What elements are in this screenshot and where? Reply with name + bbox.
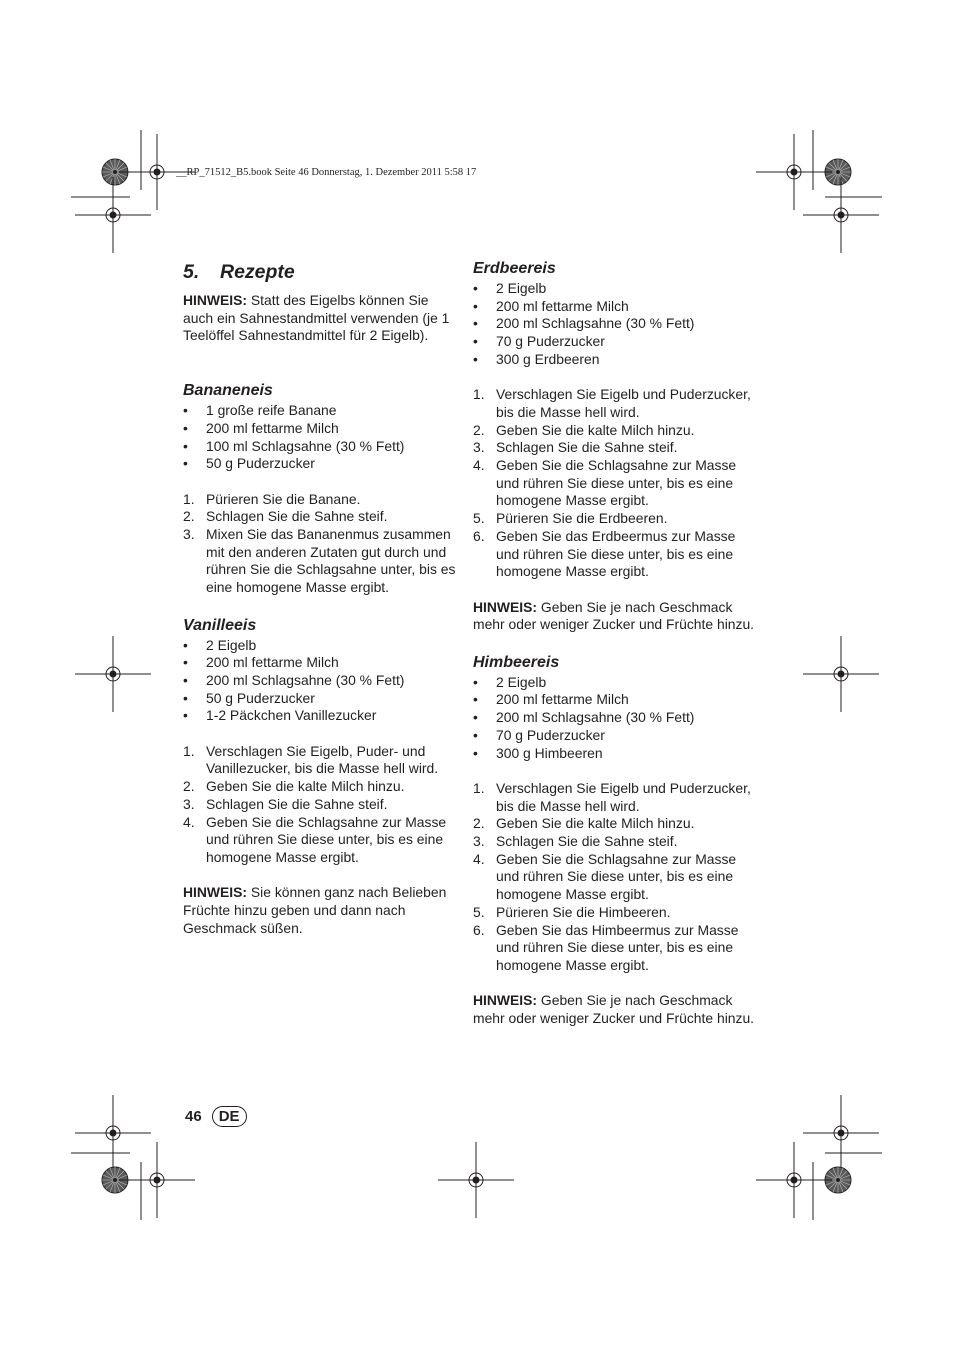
list-item: • 1-2 Päckchen Vanillezucker — [183, 707, 377, 724]
list-item: • 200 ml fettarme Milch — [473, 691, 629, 708]
note-erdbeereis: HINWEIS: Geben Sie je nach Geschmack mehr oder weniger Zucker und Früchte hinzu. — [473, 598, 755, 633]
list-item: 2. Geben Sie die kalte Milch hinzu. — [183, 778, 405, 795]
list-item: • 200 ml Schlagsahne (30 % Fett) — [473, 709, 695, 726]
list-item: 3. Mixen Sie das Bananenmus zusammen mit den anderen Zutaten gut durch und rühren Sie die Schlagsahne unter, bis es eine homogene Masse ergibt. — [183, 526, 456, 596]
recipe-title-bananeneis: Bananeneis — [183, 382, 273, 400]
list-item: • 200 ml Schlagsahne (30 % Fett) — [183, 671, 405, 688]
left-column — [183, 258, 458, 937]
steps-erdbeereis — [473, 386, 758, 581]
list-item: 1. Verschlagen Sie Eigelb und Puderzucker, bis die Masse hell wird. — [473, 386, 751, 420]
page-footer — [185, 1106, 247, 1127]
list-item: • 200 ml fettarme Milch — [183, 654, 339, 671]
chapter-title-text: Rezepte — [220, 261, 295, 283]
list-item: • 1 große reife Banane — [183, 402, 337, 419]
list-item: • 70 g Puderzucker — [473, 726, 605, 743]
list-item: • 70 g Puderzucker — [473, 333, 605, 350]
ingredients-vanilleeis — [183, 637, 458, 726]
recipe-title-vanilleeis: Vanilleeis — [183, 616, 257, 634]
list-item: 5. Pürieren Sie die Erdbeeren. — [473, 510, 668, 527]
note-vanilleeis: HINWEIS: Sie können ganz nach Belieben Früchte hinzu geben und dann nach Geschmack süßen. — [183, 884, 447, 936]
steps-himbeereis — [473, 780, 758, 975]
list-item: 6. Geben Sie das Himbeermus zur Masse und rühren Sie diese unter, bis es eine homogene Masse ergibt. — [473, 921, 739, 973]
list-item: • 300 g Erdbeeren — [473, 350, 600, 367]
steps-bananeneis — [183, 491, 458, 597]
list-item: 2. Geben Sie die kalte Milch hinzu. — [473, 815, 695, 832]
right-column — [473, 258, 758, 1028]
list-item: 5. Pürieren Sie die Himbeeren. — [473, 903, 671, 920]
list-item: 2. Schlagen Sie die Sahne steif. — [183, 508, 388, 525]
list-item: 4. Geben Sie die Schlagsahne zur Masse und rühren Sie diese unter, bis es eine homogene Masse ergibt. — [183, 813, 447, 865]
list-item: 3. Schlagen Sie die Sahne steif. — [183, 795, 388, 812]
note-label: HINWEIS: — [183, 292, 248, 308]
note-himbeereis: HINWEIS: Geben Sie je nach Geschmack mehr oder weniger Zucker und Früchte hinzu. — [473, 992, 755, 1027]
ingredients-himbeereis — [473, 674, 758, 763]
chapter-number: 5. — [183, 261, 200, 283]
ingredients-erdbeereis — [473, 280, 758, 369]
list-item: 4. Geben Sie die Schlagsahne zur Masse und rühren Sie diese unter, bis es eine homogene Masse ergibt. — [473, 457, 737, 509]
list-item: • 200 ml fettarme Milch — [473, 297, 629, 314]
list-item: • 2 Eigelb — [183, 636, 257, 653]
list-item: 1. Verschlagen Sie Eigelb und Puderzucker, bis die Masse hell wird. — [473, 779, 751, 814]
list-item: • 50 g Puderzucker — [183, 455, 315, 472]
list-item: 2. Geben Sie die kalte Milch hinzu. — [473, 421, 695, 438]
list-item: 6. Geben Sie das Erdbeermus zur Masse und rühren Sie diese unter, bis es eine homogene Masse ergibt. — [473, 527, 736, 580]
list-item: • 200 ml fettarme Milch — [183, 419, 339, 436]
steps-vanilleeis — [183, 743, 458, 867]
list-item: • 200 ml Schlagsahne (30 % Fett) — [473, 315, 695, 332]
list-item: 4. Geben Sie die Schlagsahne zur Masse und rühren Sie diese unter, bis es eine homogene Masse ergibt. — [473, 850, 737, 903]
page-number: 46 — [185, 1108, 202, 1125]
recipe-title-erdbeereis: Erdbeereis — [473, 260, 556, 277]
list-item: • 2 Eigelb — [473, 280, 547, 296]
chapter-title — [183, 259, 458, 285]
language-badge: DE — [212, 1106, 247, 1127]
list-item: 1. Pürieren Sie die Banane. — [183, 490, 361, 507]
list-item: 3. Schlagen Sie die Sahne steif. — [473, 833, 678, 850]
recipe-title-himbeereis: Himbeereis — [473, 653, 560, 671]
list-item: 1. Verschlagen Sie Eigelb, Puder- und Vanillezucker, bis die Masse hell wird. — [183, 742, 439, 777]
ingredients-bananeneis — [183, 402, 458, 473]
list-item: • 100 ml Schlagsahne (30 % Fett) — [183, 437, 405, 454]
note-text: Statt des Eigelbs können Sie auch ein Sahnestandmittel verwenden (je 1 Teelöffel Sahnestandmittel für 2 Eigelb). — [183, 292, 450, 344]
list-item: • 2 Eigelb — [473, 673, 547, 690]
list-item: • 300 g Himbeeren — [473, 744, 603, 761]
list-item: 3. Schlagen Sie die Sahne steif. — [473, 439, 678, 456]
list-item: • 50 g Puderzucker — [183, 689, 315, 706]
print-header: __RP_71512_B5.book Seite 46 Donnerstag, 1. Dezember 2011 5:58 17 — [176, 167, 477, 178]
intro-note — [183, 292, 458, 345]
